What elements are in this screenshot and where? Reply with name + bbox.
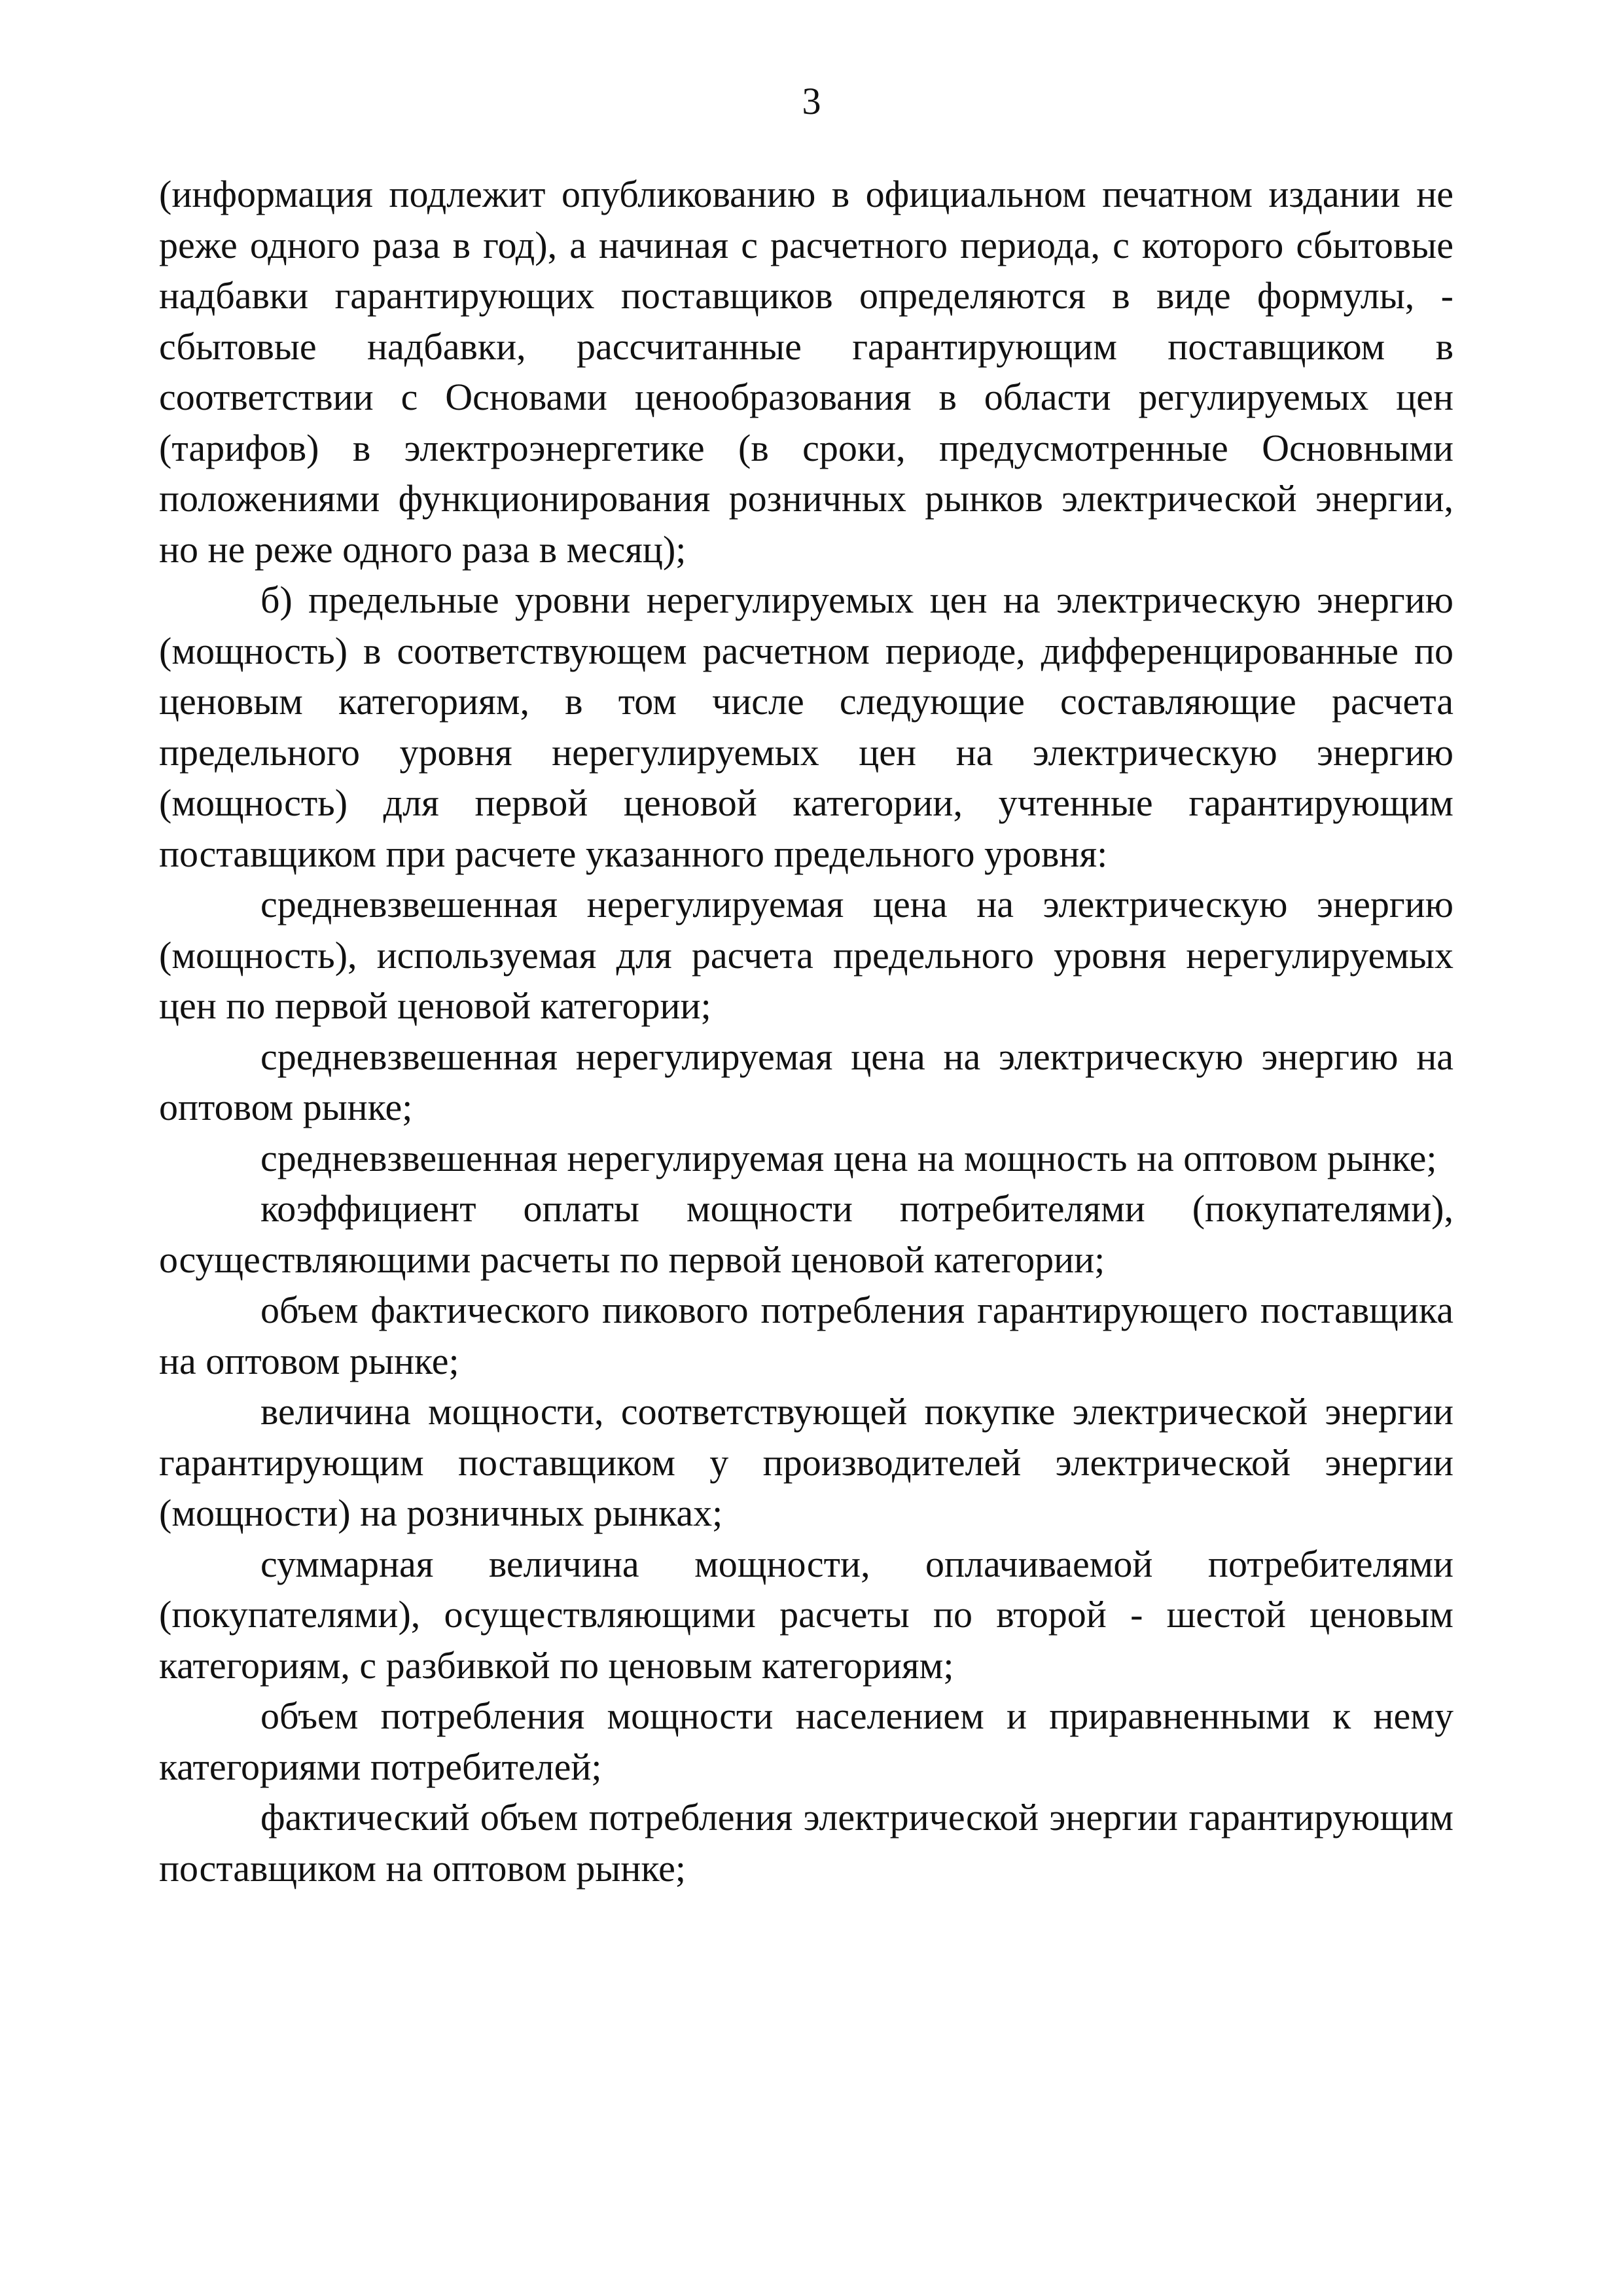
page-number: 3 <box>802 80 821 122</box>
paragraph: б) предельные уровни нерегулируемых цен на электрическую энергию (мощность) в соответствующем расчетном периоде, дифференцированные по ценовым категориям, в том числе следующие составляющие расчета предельного уровня нерегулируемых цен на электрическую энергию (мощность) для первой ценовой категории, учтенные гарантирующим поставщиком при расчете указанного предельного уровня: <box>159 579 1454 875</box>
paragraph: средневзвешенная нерегулируемая цена на электрическую энергию на оптовом рынке; <box>159 1035 1454 1128</box>
paragraph: средневзвешенная нерегулируемая цена на электрическую энергию (мощность), используемая для расчета предельного уровня нерегулируемых цен по первой ценовой категории; <box>159 883 1454 1027</box>
paragraph: коэффициент оплаты мощности потребителями (покупателями), осуществляющими расчеты по первой ценовой категории; <box>159 1187 1454 1281</box>
paragraph: (информация подлежит опубликованию в официальном печатном издании не реже одного раза в год), а начиная с расчетного периода, с которого сбытовые надбавки гарантирующих поставщиков определяются в виде формулы, - сбытовые надбавки, рассчитанные гарантирующим поставщиком в соответствии с Основами ценообразования в области регулируемых цен (тарифов) в электроэнергетике (в сроки, предусмотренные Основными положениями функционирования розничных рынков электрической энергии, но не реже одного раза в месяц); <box>159 173 1454 571</box>
paragraph: средневзвешенная нерегулируемая цена на мощность на оптовом рынке; <box>260 1136 1437 1179</box>
paragraph: объем потребления мощности населением и приравненными к нему категориями потребителей; <box>159 1695 1454 1788</box>
paragraph: фактический объем потребления электрической энергии гарантирующим поставщиком на оптовом рынке; <box>159 1796 1454 1890</box>
paragraph: величина мощности, соответствующей покупке электрической энергии гарантирующим поставщиком у производителей электрической энергии (мощности) на розничных рынках; <box>159 1390 1454 1534</box>
paragraph: суммарная величина мощности, оплачиваемой потребителями (покупателями), осуществляющими расчеты по второй - шестой ценовым категориям, с разбивкой по ценовым категориям; <box>159 1542 1454 1687</box>
paragraph: объем фактического пикового потребления гарантирующего поставщика на оптовом рынке; <box>159 1289 1454 1382</box>
document-body <box>159 169 1454 1893</box>
